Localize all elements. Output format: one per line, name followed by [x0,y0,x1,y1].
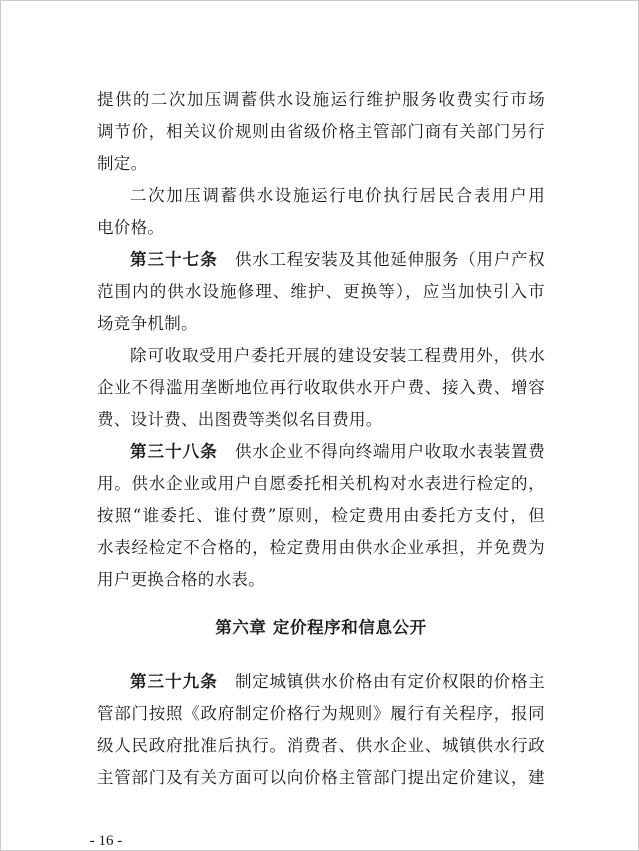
article-text: 供水工程安装及其他延伸服务（用户产权 [235,250,545,269]
text-line: 用。供水企业或用户自愿委托相关机构对水表进行检定的， [97,474,545,493]
text-line [97,244,545,276]
text-line: 范围内的供水设施修理、维护、更换等），应当加快引入市 [97,282,545,301]
text-line: 电价格。 [97,218,165,237]
text-line: 级人民政府批准后执行。消费者、供水企业、城镇供水行政 [97,736,545,755]
article-number: 第三十八条 [130,442,218,461]
article-37 [97,244,545,340]
text-line: 制定。 [97,154,148,173]
text-line: 二次加压调蓄供水设施运行电价执行居民合表用户用 [130,186,545,205]
chapter-title: 第六章 定价程序和信息公开 [215,618,427,637]
paragraph-indented [97,180,545,244]
text-line: 管部门按照《政府制定价格行为规则》履行有关程序，报同 [97,704,545,723]
text-line: 场竞争机制。 [97,314,198,333]
text-line: 调节价，相关议价规则由省级价格主管部门商有关部门另行 [97,122,545,141]
article-number: 第三十九条 [130,672,218,691]
page-number: - 16 - [89,833,123,849]
text-line [97,436,545,468]
article-text: 供水企业不得向终端用户收取水表装置费 [235,442,545,461]
text-line: 主管部门及有关方面可以向价格主管部门提出定价建议，建 [97,768,545,787]
text-line: 提供的二次加压调蓄供水设施运行维护服务收费实行市场 [97,90,545,109]
article-number: 第三十七条 [130,250,218,269]
text-line: 用户更换合格的水表。 [97,570,265,589]
paragraph-continued [97,84,545,180]
text-line: 费、设计费、出图费等类似名目费用。 [97,410,383,429]
article-38 [97,436,545,596]
paragraph-indented [97,340,545,436]
text-line: 按照“谁委托、谁付费”原则，检定费用由委托方支付，但 [97,506,545,525]
text-line [97,666,545,698]
document-body [97,84,545,794]
article-text: 制定城镇供水价格由有定价权限的价格主 [235,672,545,691]
text-line: 企业不得滥用垄断地位再行收取供水开户费、接入费、增容 [97,378,545,397]
text-line: 水表经检定不合格的，检定费用由供水企业承担，并免费为 [97,538,545,557]
article-39 [97,666,545,794]
text-line: 除可收取受用户委托开展的建设安装工程费用外，供水 [130,346,545,365]
